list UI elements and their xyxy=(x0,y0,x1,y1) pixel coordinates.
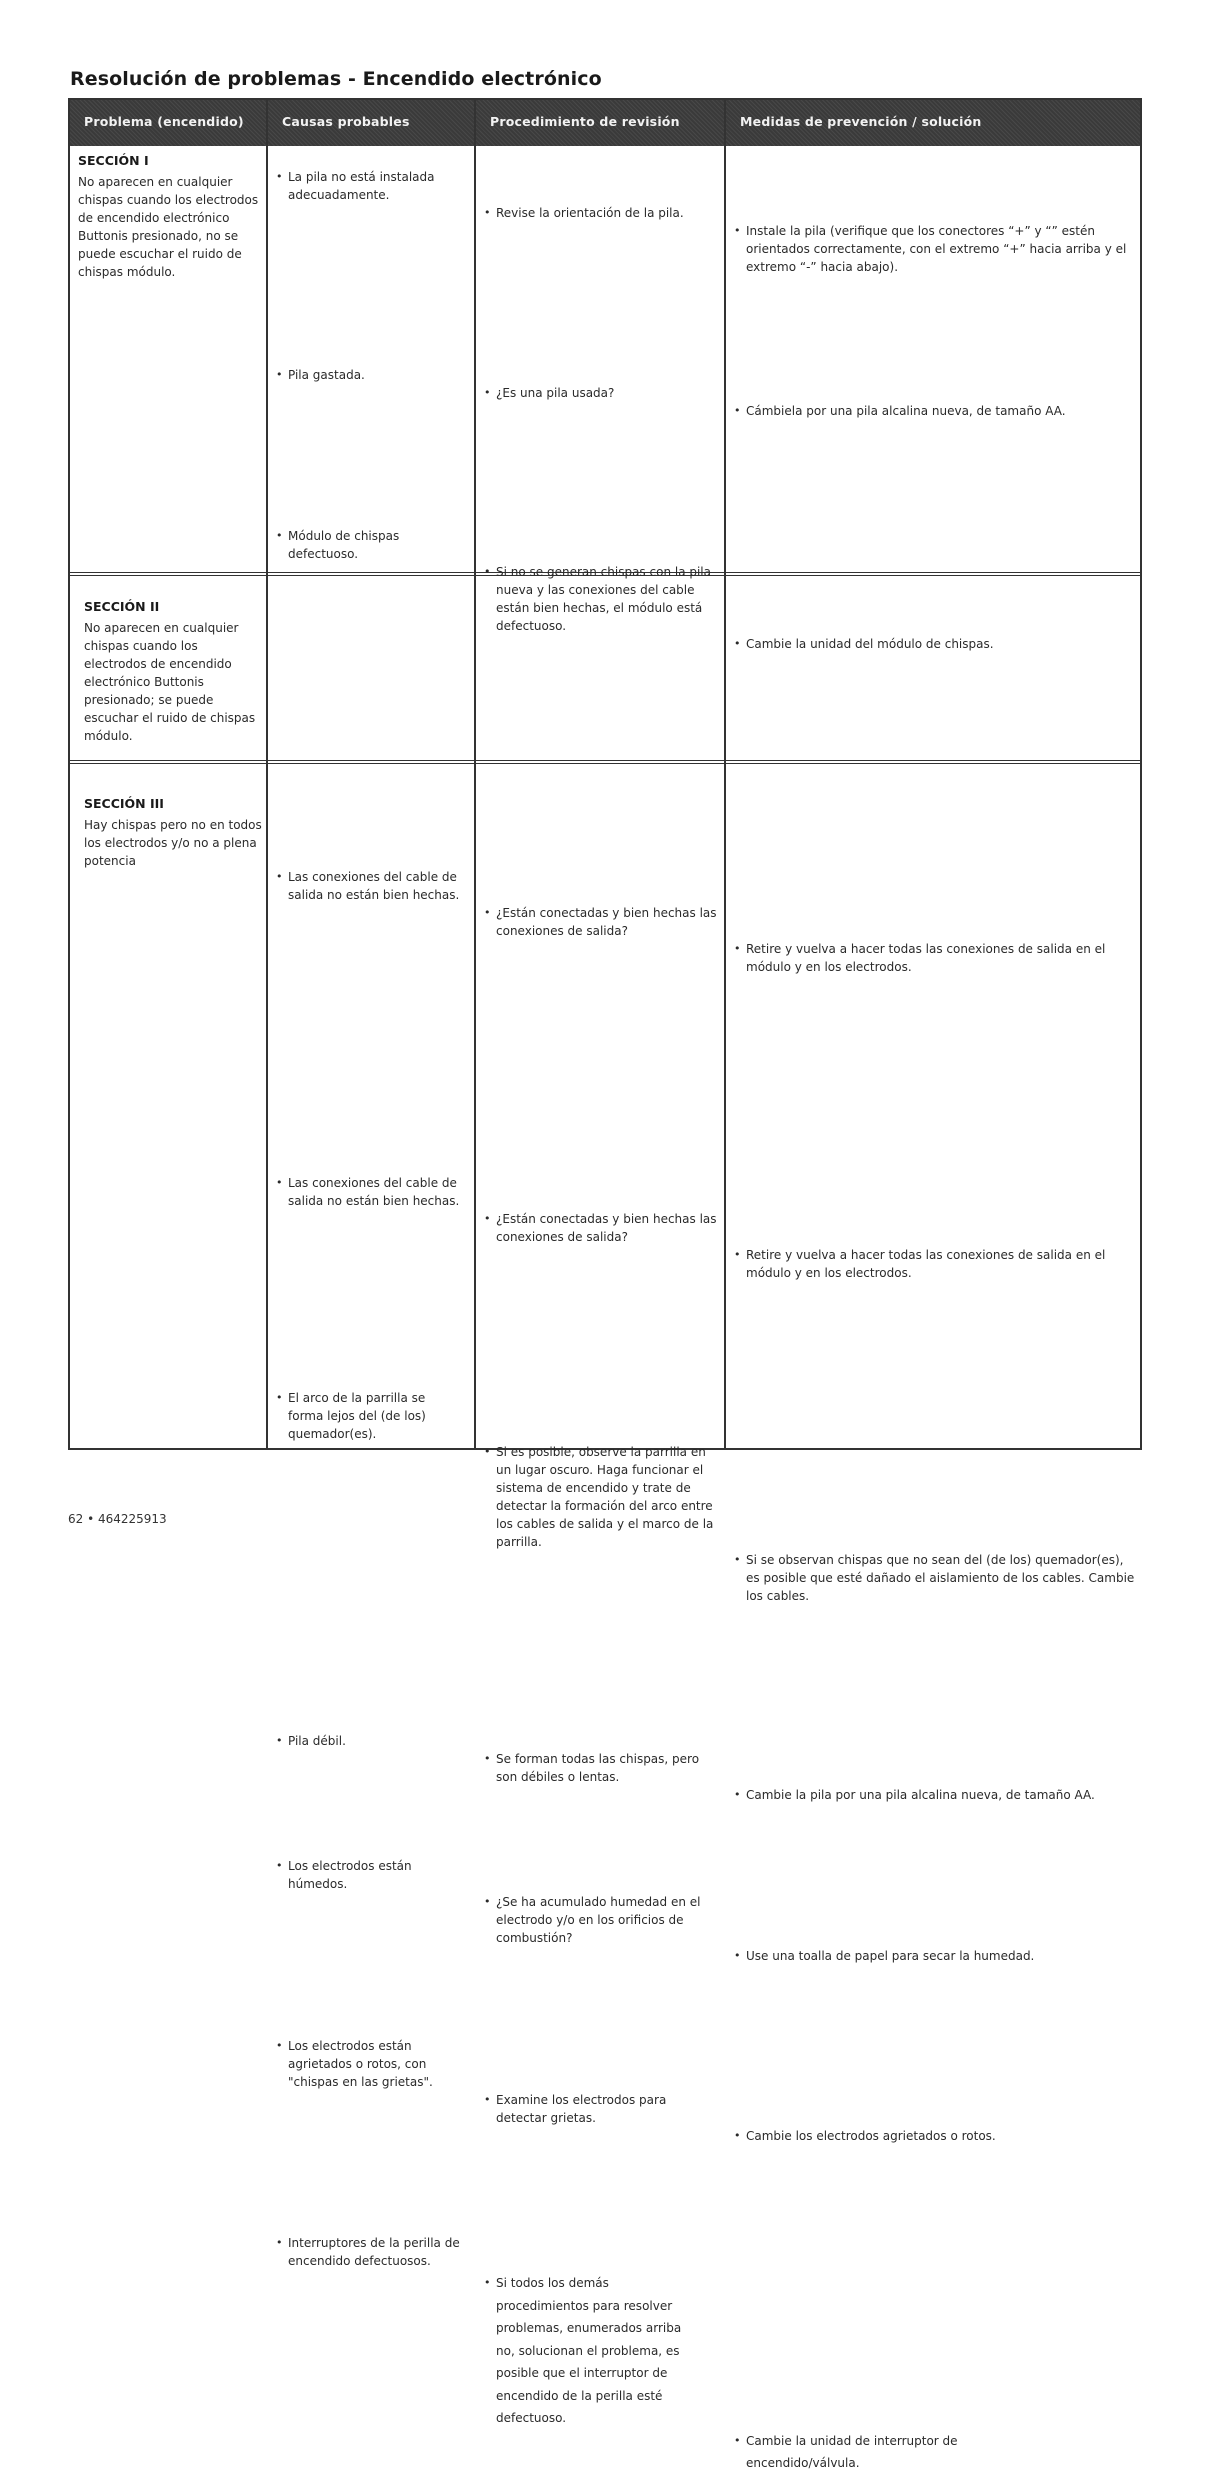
solution-cell: • Use una toalla de papel para secar la humedad. xyxy=(734,1947,1132,1965)
header-problem: Problema (encendido) xyxy=(84,114,244,129)
solution-cell: • Instale la pila (verifique que los conectores “+” y “” estén orientados correctamente, con el extremo “+” hacia arriba y el extremo “-” hacia abajo). xyxy=(734,222,1132,276)
procedure-cell: • ¿Se ha acumulado humedad en el electrodo y/o en los orificios de combustión? xyxy=(484,1893,718,1947)
cause-cell: • Interruptores de la perilla de encendido defectuosos. xyxy=(276,2234,472,2270)
section-description: Hay chispas pero no en todos los electrodos y/o no a plena potencia xyxy=(84,818,262,868)
cause-cell: • Los electrodos están agrietados o rotos, con "chispas en las grietas". xyxy=(276,2037,452,2091)
cause-cell: • Las conexiones del cable de salida no están bien hechas. xyxy=(276,868,470,904)
procedure-cell: • ¿Es una pila usada? xyxy=(484,384,718,402)
procedure-cell: • Si es posible, observe la parrilla en un lugar oscuro. Haga funcionar el sistema de encendido y trate de detectar la formación del arco entre los cables de salida y el marco de la parrilla. xyxy=(484,1443,724,1551)
section-description: No aparecen en cualquier chispas cuando los electrodos de encendido electrónico Buttonis presionado; se puede escuchar el ruido de chispas módulo. xyxy=(84,621,256,743)
section-title: SECCIÓN II xyxy=(84,599,160,614)
header-causes: Causas probables xyxy=(282,114,410,129)
procedure-cell: • Si todos los demás procedimientos para resolver problemas, enumerados arriba no, solucionan el problema, es posible que el interruptor de encendido de la perilla esté defectuoso. xyxy=(484,2272,690,2430)
section-description: No aparecen en cualquier chispas cuando los electrodos de encendido electrónico Buttonis presionado, no se puede escuchar el ruido de chispas módulo. xyxy=(78,175,259,279)
section-title: SECCIÓN III xyxy=(84,796,164,811)
procedure-cell: • Examine los electrodos para detectar grietas. xyxy=(484,2091,704,2127)
procedure-cell: • ¿Están conectadas y bien hechas las conexiones de salida? xyxy=(484,904,718,940)
header-procedure: Procedimiento de revisión xyxy=(490,114,680,129)
column-divider xyxy=(266,100,268,1448)
cause-cell: • Pila débil. xyxy=(276,1732,466,1750)
section-1-problem xyxy=(78,152,264,281)
column-divider xyxy=(474,100,476,1448)
cause-cell: • La pila no está instalada adecuadamente. xyxy=(276,168,466,204)
procedure-cell: • ¿Están conectadas y bien hechas las conexiones de salida? xyxy=(484,1210,718,1246)
column-divider xyxy=(724,100,726,1448)
section-divider xyxy=(70,760,1140,764)
cause-cell: • Módulo de chispas defectuoso. xyxy=(276,527,466,563)
solution-cell: • Cambie los electrodos agrietados o rotos. xyxy=(734,2127,1132,2145)
procedure-cell: • Se forman todas las chispas, pero son débiles o lentas. xyxy=(484,1750,718,1786)
page-footer: 62 • 464225913 xyxy=(68,1512,167,1526)
procedure-cell: • Si no se generan chispas con la pila nueva y las conexiones del cable están bien hechas, el módulo está defectuoso. xyxy=(484,563,722,635)
section-3-problem xyxy=(84,795,262,870)
table-header xyxy=(70,100,1140,146)
cause-cell: • Los electrodos están húmedos. xyxy=(276,1857,446,1893)
solution-cell: • Cambie la unidad de interruptor de encendido/válvula. xyxy=(734,2430,984,2475)
solution-cell: • Si se observan chispas que no sean del (de los) quemador(es), es posible que esté dañado el aislamiento de los cables. Cambie los cables. xyxy=(734,1551,1136,1605)
header-solution: Medidas de prevención / solución xyxy=(740,114,982,129)
cause-cell: • El arco de la parrilla se forma lejos del (de los) quemador(es). xyxy=(276,1389,456,1443)
solution-cell: • Retire y vuelva a hacer todas las conexiones de salida en el módulo y en los electrodos. xyxy=(734,940,1132,976)
cause-cell: • Pila gastada. xyxy=(276,366,466,384)
section-2-problem xyxy=(84,598,262,745)
procedure-cell: • Revise la orientación de la pila. xyxy=(484,204,718,222)
solution-cell: • Cámbiela por una pila alcalina nueva, de tamaño AA. xyxy=(734,402,1132,420)
solution-cell: • Cambie la pila por una pila alcalina nueva, de tamaño AA. xyxy=(734,1786,1134,1804)
section-title: SECCIÓN I xyxy=(78,153,149,168)
solution-cell: • Cambie la unidad del módulo de chispas. xyxy=(734,635,1132,653)
cause-cell: • Las conexiones del cable de salida no están bien hechas. xyxy=(276,1174,470,1210)
solution-cell: • Retire y vuelva a hacer todas las conexiones de salida en el módulo y en los electrodos. xyxy=(734,1246,1132,1282)
page-title: Resolución de problemas - Encendido electrónico xyxy=(70,68,602,90)
